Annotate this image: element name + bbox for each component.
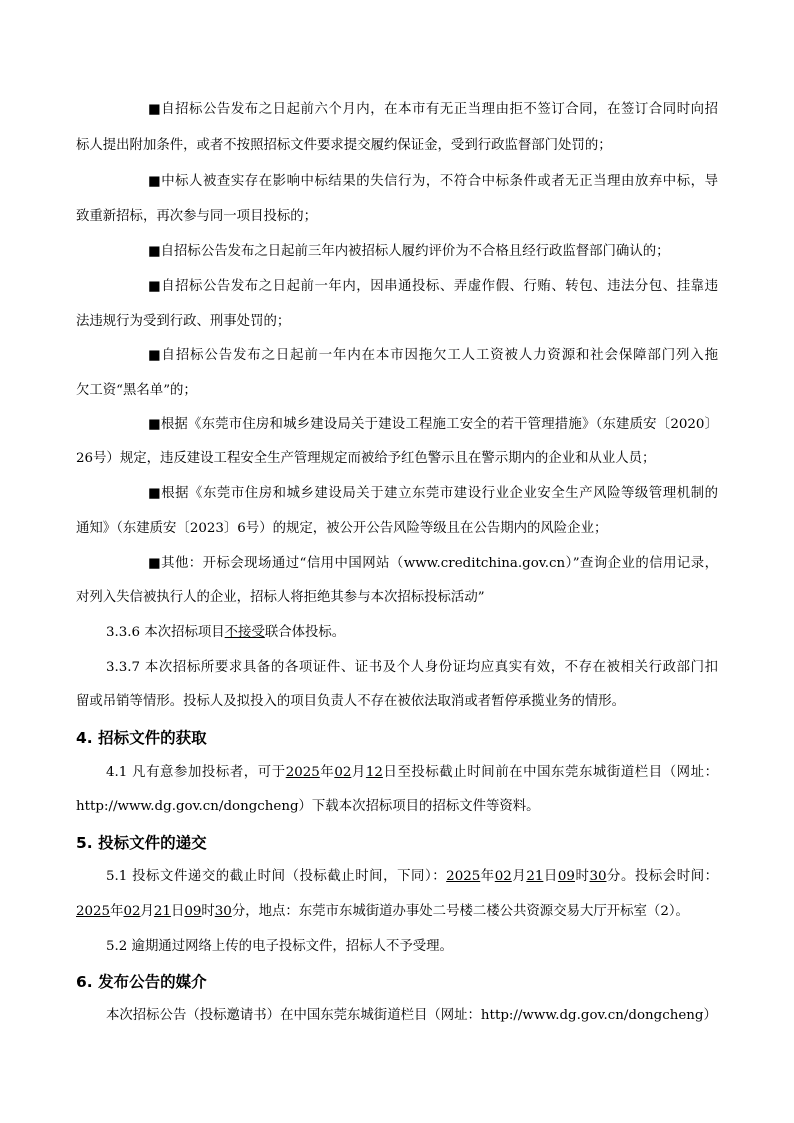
clause-51-line2: 2025年02月21日09时30分，地点：东莞市东城街道办事处二号楼二楼公共资源交易大厅开标室（2）。 [76, 904, 689, 919]
clause-41-line2: http://www.dg.gov.cn/dongcheng）下载本次招标项目的招标文件等资料。 [76, 799, 540, 814]
item-line: 标人提出附加条件，或者不按照招标文件要求提交履约保证金，受到行政监督部门处罚的； [76, 138, 612, 153]
item-line: 致重新招标，再次参与同一项目投标的； [76, 209, 318, 224]
item-line: ■自招标公告发布之日起前六个月内，在本市有无正当理由拒不签订合同，在签订合同时向招 [148, 102, 718, 117]
item-line: 通知》（东建质安〔2023〕6号）的规定，被公开公告风险等级且在公告期内的风险企业； [76, 521, 608, 536]
item-line: ■其他：开标会现场通过“信用中国网站（www.creditchina.gov.cn）”查询企业的信用记录， [148, 556, 718, 571]
item-line: ■根据《东莞市住房和城乡建设局关于建立东莞市建设行业企业安全生产风险等级管理机制的 [148, 486, 718, 501]
item-line: ■自招标公告发布之日起前三年内被招标人履约评价为不合格且经行政监督部门确认的； [148, 244, 670, 259]
item-line: ■根据《东莞市住房和城乡建设局关于建设工程施工安全的若干管理措施》（东建质安〔2020〕 [148, 417, 718, 432]
clause-51: 5.1 投标文件递交的截止时间（投标截止时间，下同）：2025年02月21日09时30分。投标会时间： [106, 869, 718, 884]
clause-41: 4.1 凡有意参加投标者，可于2025年02月12日至投标截止时间前在中国东莞东城街道栏目（网址： [106, 765, 718, 780]
item-line: ■自招标公告发布之日起前一年内在本市因拖欠工人工资被人力资源和社会保障部门列入拖 [148, 348, 718, 363]
item-line: 欠工资“黑名单”的； [76, 383, 197, 398]
clause-337-line: 留或吊销等情形。投标人及拟投入的项目负责人不存在被依法取消或者暂停承揽业务的情形。 [76, 694, 626, 709]
section-heading: 4. 招标文件的获取 [76, 729, 207, 747]
item-line: 法违规行为受到行政、刑事处罚的； [76, 314, 291, 329]
clause-337-line: 3.3.7 本次招标所要求具备的各项证件、证书及个人身份证均应真实有效，不存在被相关行政部门扣 [106, 660, 718, 675]
clause-6: 本次招标公告（投标邀请书）在中国东莞东城街道栏目（网址：http://www.dg.gov.cn/dongcheng） [106, 1008, 717, 1023]
item-line: 26号）规定，违反建设工程安全生产管理规定而被给予红色警示且在警示期内的企业和从业人员； [76, 451, 656, 466]
item-line: 对列入失信被执行人的企业，招标人将拒绝其参与本次招标投标活动” [76, 590, 485, 605]
item-line: ■中标人被查实存在影响中标结果的失信行为，不符合中标条件或者无正当理由放弃中标，导 [148, 174, 718, 189]
clause-52: 5.2 逾期通过网络上传的电子投标文件，招标人不予受理。 [106, 939, 453, 954]
section-heading: 5. 投标文件的递交 [76, 834, 207, 852]
clause-336: 3.3.6 本次招标项目不接受联合体投标。 [106, 625, 346, 640]
item-line: ■自招标公告发布之日起前一年内，因串通投标、弄虚作假、行贿、转包、违法分包、挂靠违 [148, 279, 718, 294]
section-heading: 6. 发布公告的媒介 [76, 973, 207, 991]
